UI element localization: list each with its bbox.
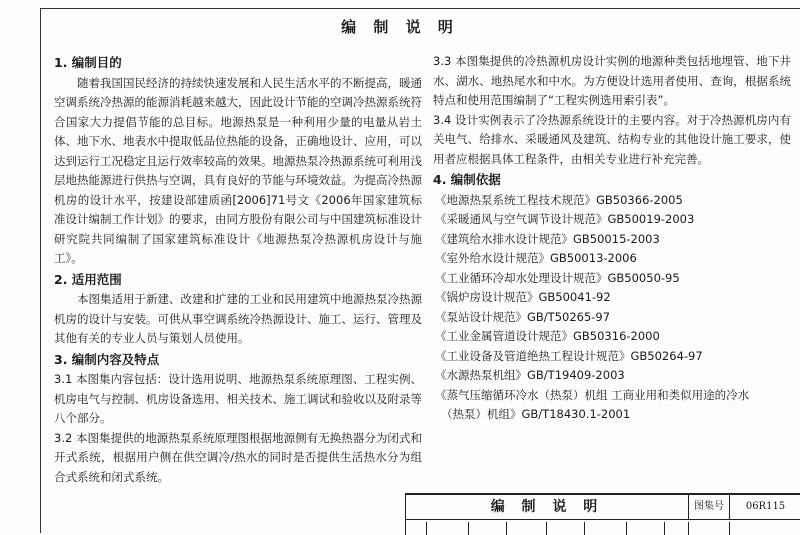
frame-left-line xyxy=(40,8,41,533)
section-2-heading: 2. 适用范围 xyxy=(54,271,122,287)
section-4-heading: 4. 编制依据 xyxy=(433,172,501,187)
reference-item: 《工业金属管道设计规范》GB50316-2000 xyxy=(435,329,660,343)
reference-item: 《室外给水设计规范》GB50013-2006 xyxy=(435,251,637,265)
atlas-number-value: 06R115 xyxy=(730,495,800,520)
page-title: 编 制 说 明 xyxy=(341,18,459,36)
section-3-4-paragraph: 3.4 设计实例表示了冷热源系统设计的主要内容。对于冷热源机房内有关电气、给排水、采暖通风及建筑、结构专业的其他设计施工要求，使用者应根据具体工程条件，由相关专业进行补充完善。 xyxy=(433,112,791,166)
reference-item: 《锅炉房设计规范》GB50041-92 xyxy=(435,290,611,304)
section-1-paragraph: 随着我国国民经济的持续快速发展和人民生活水平的不断提高，暖通空调系统冷热源的能源消耗越来越大，因此设计节能的空调冷热源系统符合国家大力提倡节能的总目标。地源热泵是一种利用少量的电量从岩土体、地下水、地表水中提取低品位热能的设备，正确地设计、应用，可以达到运行工况稳定且运行效率较高的效果。地源热泵冷热源系统可利用浅层地热能源进行供热与空调，具有良好的节能与环境效益。为提高冷热源机房的设计水平，按建设部建质函[2006]71号文《2006年国家建筑标准设计编制工作计划》的要求，由同方股份有限公司与中国建筑标准设计研究院共同编制了国家建筑标准设计《地源热泵冷热源机房设计与施工》。 xyxy=(54,75,422,265)
reference-item: 《工业设备及管道绝热工程设计规范》GB50264-97 xyxy=(435,348,703,363)
atlas-number-label: 图集号 xyxy=(689,495,730,520)
section-1-heading: 1. 编制目的 xyxy=(54,55,122,70)
section-3-3-paragraph: 3.3 本图集提供的冷热源机房设计实例的地源种类包括地埋管、地下井水、湖水、地热尾水和中水。为方便设计选用者使用、查询，根据系统特点和使用范围编制了“工程实例选用索引表”。 xyxy=(433,54,791,107)
section-2-paragraph: 本图集适用于新建、改建和扩建的工业和民用建筑中地源热泵冷热源机房的设计与安装。可供从事空调系统冷热源设计、施工、运行、管理及其他有关的专业人员与策划人员使用。 xyxy=(54,292,422,345)
right-column xyxy=(433,52,791,425)
reference-item: 《建筑给水排水设计规范》GB50015-2003 xyxy=(435,231,660,246)
reference-item: 《水源热泵机组》GB/T19409-2003 xyxy=(435,368,625,382)
reference-list xyxy=(433,191,791,425)
reference-item: 《泵站设计规范》GB/T50265-97 xyxy=(435,309,611,324)
reference-item: （热泵）机组》GB/T18430.1-2001 xyxy=(441,407,631,421)
section-3-1-paragraph: 3.1 本图集内容包括：设计选用说明、地源热泵系统原理图、工程实例、机房电气与控制、机房设备选用、相关技术、施工调试和验收以及附录等八个部分。 xyxy=(54,372,422,425)
section-3-heading: 3. 编制内容及特点 xyxy=(54,351,160,367)
frame-top-line xyxy=(40,8,800,9)
left-column xyxy=(54,52,422,487)
reference-item: 《蒸气压缩循环冷水（热泵）机组 工商业用和类似用途的冷水 xyxy=(435,387,750,402)
section-3-2-paragraph: 3.2 本图集提供的地源热泵系统原理图根据地源侧有无换热器分为闭式和开式系统，根据用户侧在供空调冷/热水的同时是否提供生活热水分为组合式系统和闭式系统。 xyxy=(54,430,422,484)
reference-item: 《工业循环冷却水处理设计规范》GB50050-95 xyxy=(435,270,680,285)
title-block xyxy=(405,493,800,535)
reference-item: 《采暖通风与空气调节设计规范》GB50019-2003 xyxy=(435,212,695,226)
title-block-title: 编 制 说 明 xyxy=(406,495,689,520)
reference-item: 《地源热泵系统工程技术规范》GB50366-2005 xyxy=(435,192,683,207)
